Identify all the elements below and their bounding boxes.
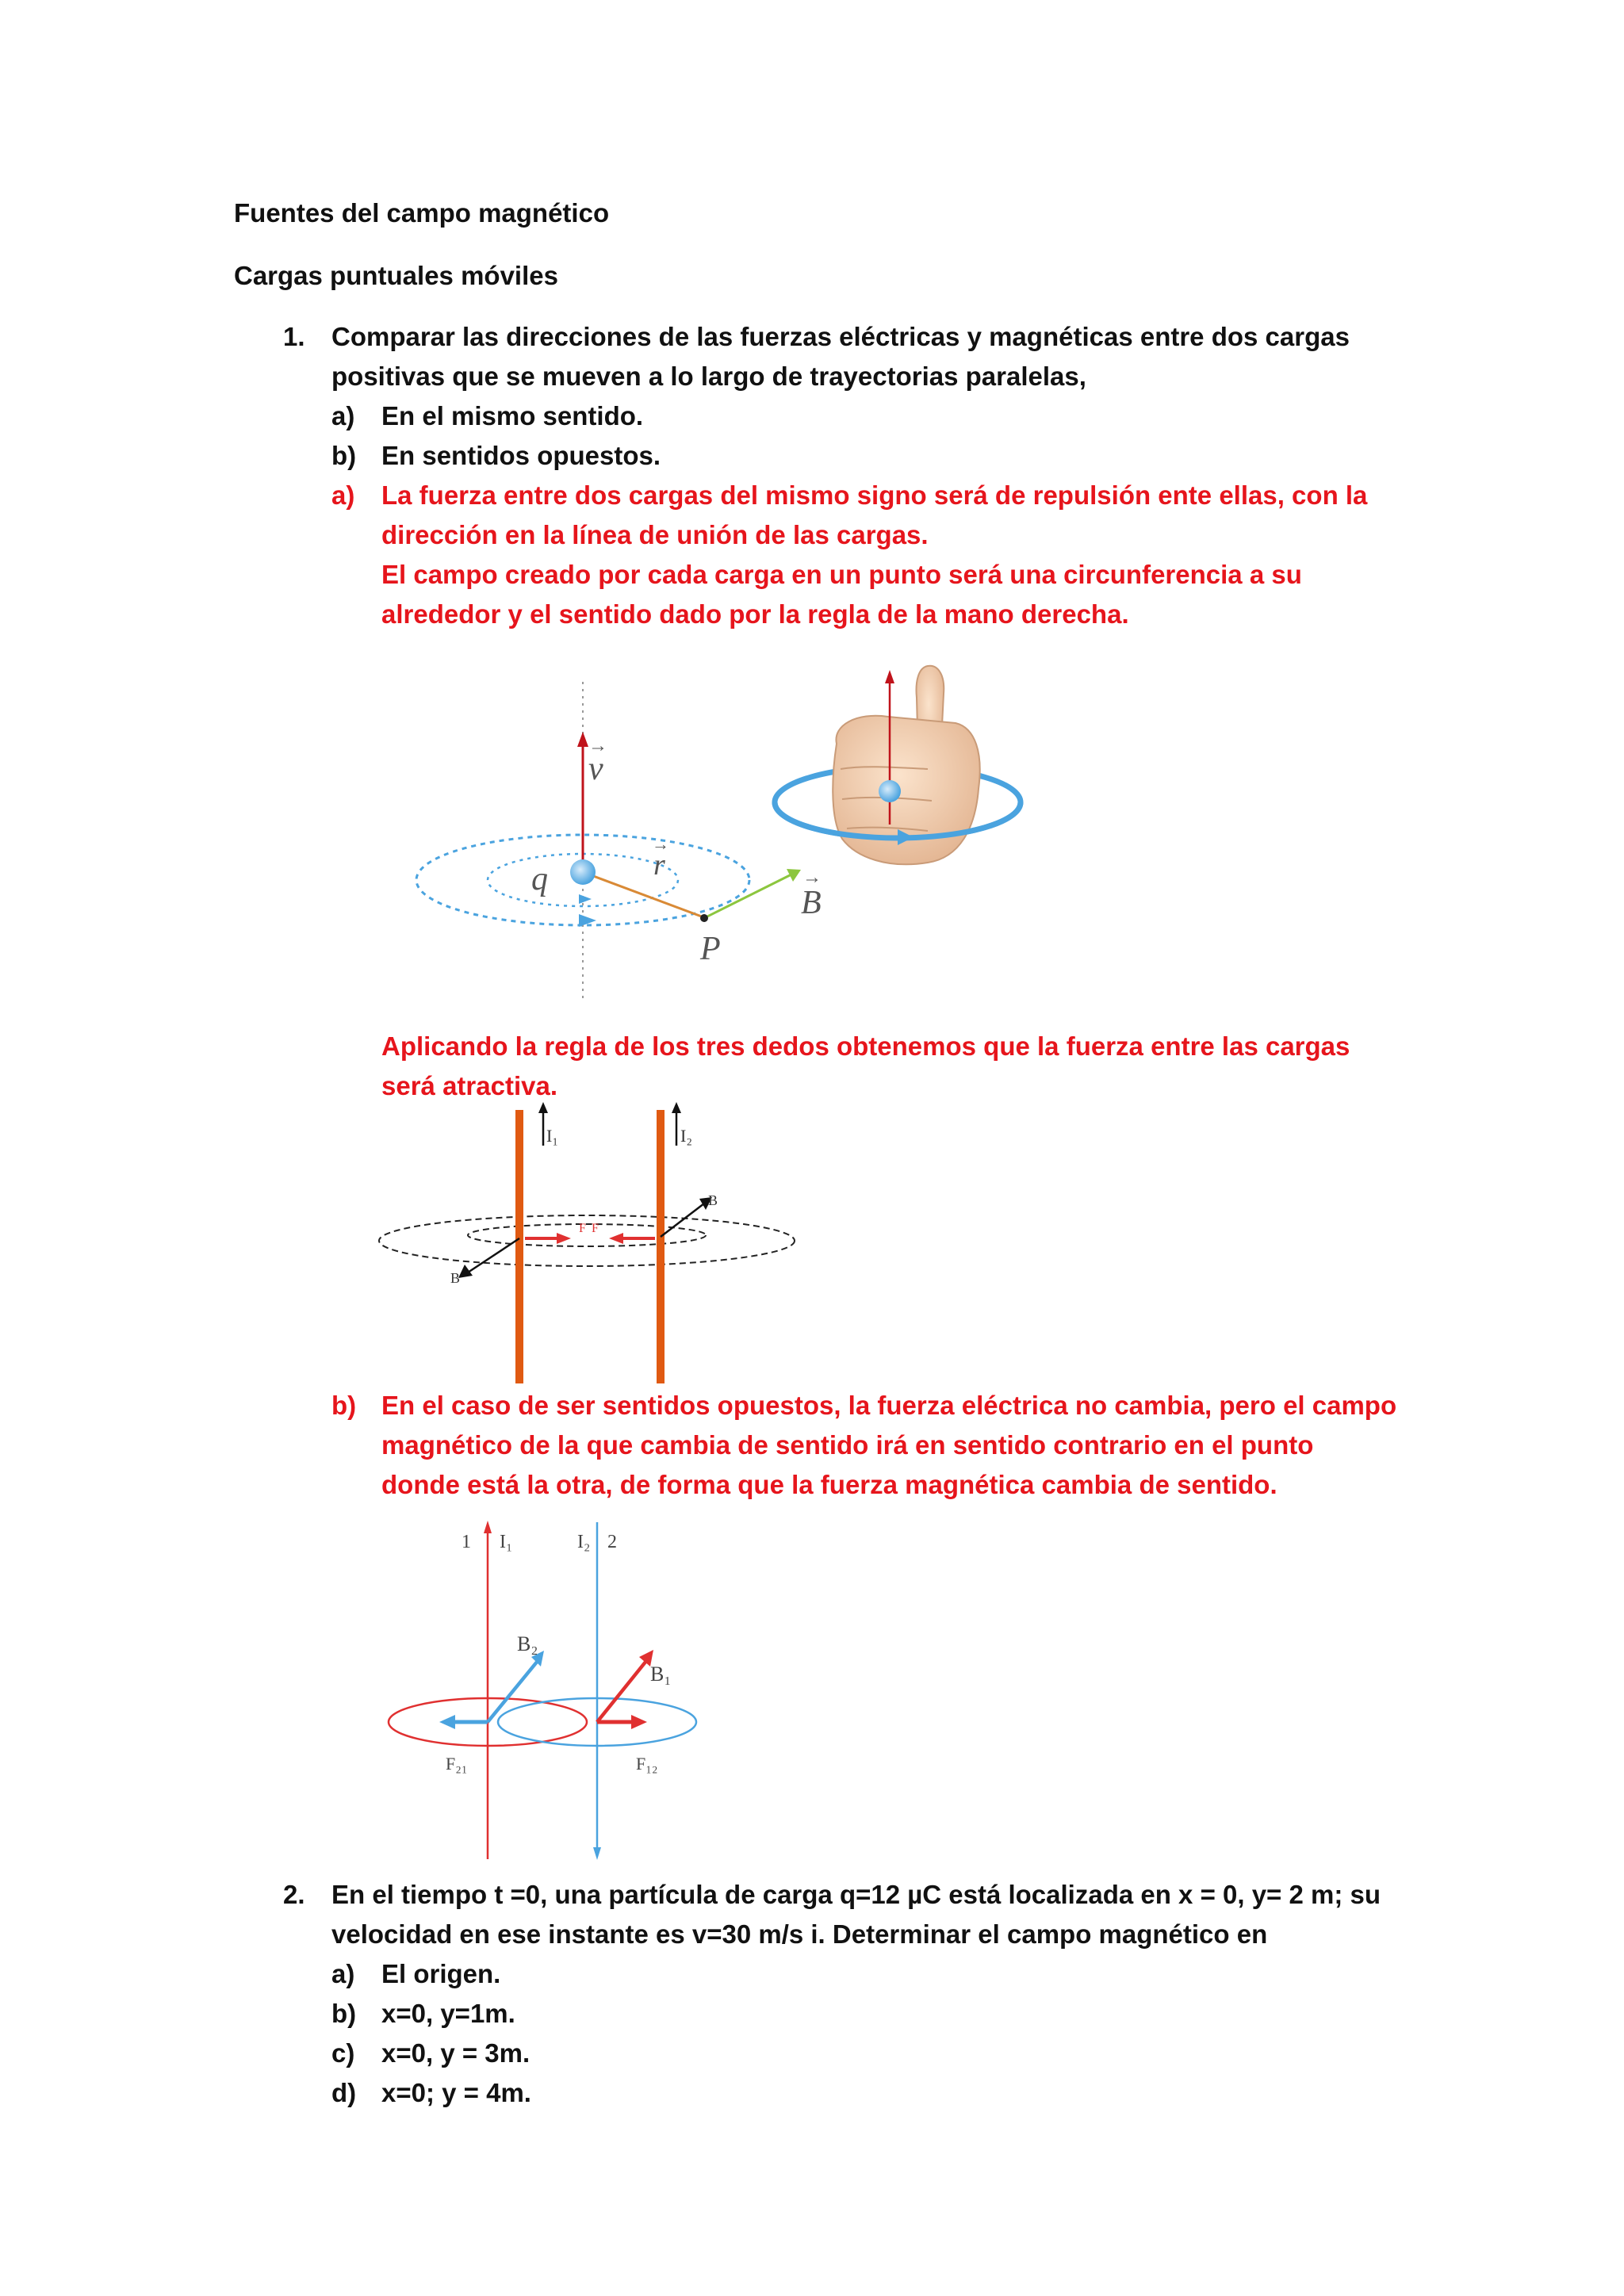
label-q: q [531,861,548,897]
q2-line1: En el tiempo t =0, una partícula de carga q=12 µC está localizada en x = 0, y= 2 m; su [331,1880,1381,1909]
figure-antiparallel-currents [373,1514,706,1863]
answer-b-line: magnético de la que cambia de sentido irá en sentido contrario en el punto [381,1430,1314,1460]
arrow-head-icon [672,1102,681,1113]
q2-item-marker: c) [331,2038,355,2068]
arrow-head-icon [609,1233,623,1244]
label-b-left: B [450,1270,461,1286]
svg-text:→: → [652,834,669,854]
label-i1: I₁ [500,1532,513,1552]
label-b: B [801,885,822,921]
figure-parallel-currents [373,1102,809,1387]
q2-item-text: x=0, y = 3m. [381,2038,530,2068]
arrow-head-icon [557,1233,571,1244]
label-f-left: F [579,1222,586,1235]
right-hand-thumb-icon [775,666,1021,864]
b-vector-left [468,1238,519,1272]
answer-a-line: La fuerza entre dos cargas del mismo signo será de repulsión ente ellas, con la [381,480,1368,510]
section-heading: Cargas puntuales móviles [234,261,558,290]
label-1: 1 [462,1532,471,1552]
q1-item-marker: b) [331,441,357,470]
q1-item-marker: a) [331,401,355,430]
q1-number: 1. [283,322,305,351]
label-v: v [588,751,603,787]
answer-a-line: alrededor y el sentido dado por la regla de la mano derecha. [381,599,1129,629]
q2-number: 2. [283,1880,305,1909]
q1-line1: Comparar las direcciones de las fuerzas eléctricas y magnéticas entre dos cargas [331,322,1350,351]
wire-1 [515,1110,523,1383]
q2-line2: velocidad en ese instante es v=30 m/s i. Determinar el campo magnético en [331,1919,1268,1949]
charge-q [570,859,596,885]
q2-item-marker: d) [331,2078,357,2107]
svg-text:→: → [802,867,822,888]
answer-a2-line: será atractiva. [381,1071,557,1100]
answer-b-line: donde está la otra, de forma que la fuerza magnética cambia de sentido. [381,1470,1277,1499]
wire-2 [657,1110,665,1383]
answer-a2-line: Aplicando la regla de los tres dedos obtenemos que la fuerza entre las cargas [381,1031,1350,1061]
field-arrow-icon [579,894,592,904]
b-vector-right [661,1203,704,1237]
svg-text:→: → [588,735,607,756]
field-line-outer [379,1215,795,1266]
answer-a-line: El campo creado por cada carga en un punto será una circunferencia a su [381,560,1302,589]
q1-item-text: En sentidos opuestos. [381,441,661,470]
label-i1: I₁ [546,1126,558,1146]
label-r: r [653,848,665,882]
answer-b-marker: b) [331,1391,357,1420]
q2-item-marker: a) [331,1959,355,1988]
label-p: P [700,931,721,967]
q2-item-text: El origen. [381,1959,501,1988]
label-i2: I₂ [577,1532,591,1552]
field-line-inner [468,1224,706,1246]
label-b1: B₁ [650,1663,672,1686]
label-f-right: F [592,1222,599,1235]
q2-item-marker: b) [331,1999,357,2028]
label-2: 2 [607,1532,617,1552]
label-b-right: B [708,1192,718,1208]
q1-line2: positivas que se mueven a lo largo de trayectorias paralelas, [331,362,1086,391]
label-b2: B₂ [517,1632,538,1655]
figure-point-charge-field [373,650,1071,1007]
answer-a-marker: a) [331,480,355,510]
answer-b-line: En el caso de ser sentidos opuestos, la fuerza eléctrica no cambia, pero el campo [381,1391,1397,1420]
q2-item-text: x=0, y=1m. [381,1999,515,2028]
arrow-head-icon [538,1102,548,1113]
q1-item-text: En el mismo sentido. [381,401,644,430]
arrow-head-icon [577,732,588,747]
label-i2: I₂ [680,1126,692,1146]
q2-item-text: x=0; y = 4m. [381,2078,531,2107]
r-vector [583,872,706,918]
label-f12: F₁₂ [636,1754,658,1774]
document-title: Fuentes del campo magnético [234,198,610,228]
point-p [700,914,708,922]
label-f21: F₂₁ [446,1754,468,1774]
answer-a-line: dirección en la línea de unión de las cargas. [381,520,929,549]
